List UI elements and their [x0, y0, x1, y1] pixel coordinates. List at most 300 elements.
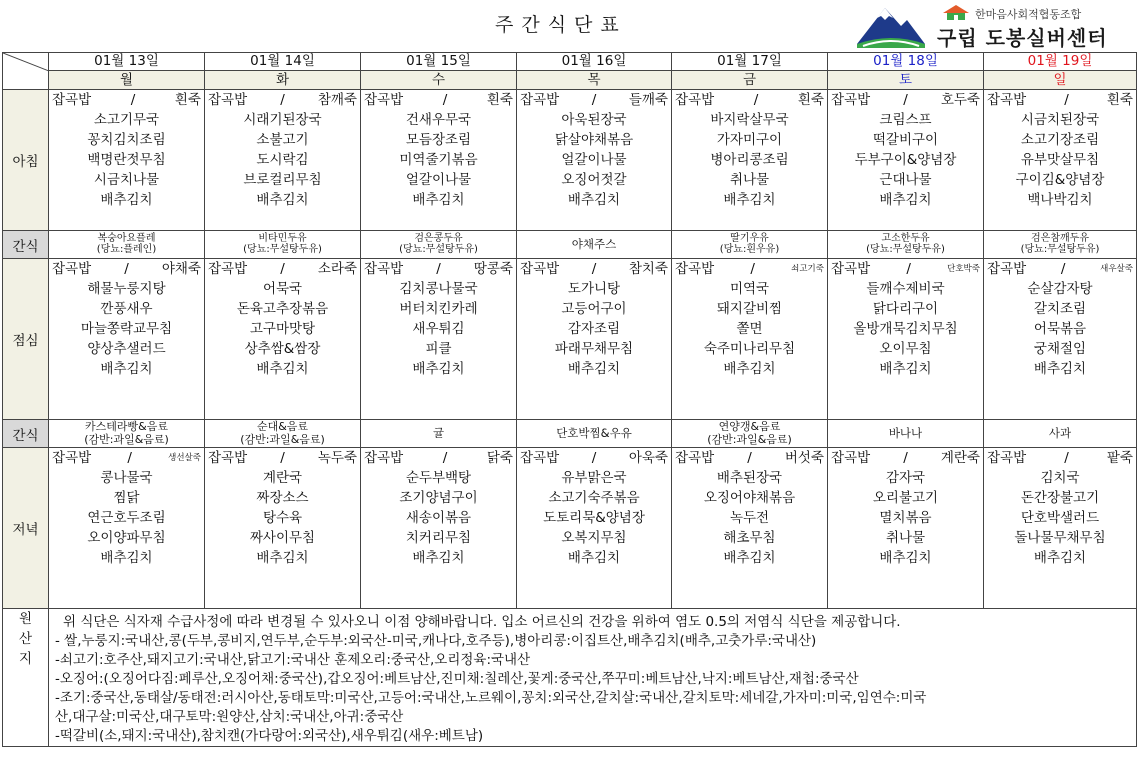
- rice-porridge-line: [361, 90, 516, 110]
- snack-diabetic-alt: (당뇨:무설탕두유): [399, 244, 478, 255]
- porridge-label: 호두죽: [940, 92, 980, 108]
- rice-label: 잡곡밥: [831, 92, 871, 108]
- dish-item: 배추김치: [412, 192, 465, 208]
- breakfast-day-cell: [828, 90, 984, 231]
- date-cell: 01월 15일: [361, 53, 517, 71]
- snack2-day-cell: [672, 420, 828, 448]
- date-row: [3, 53, 1137, 71]
- note-line: - 쌀,누룽지:국내산,콩(두부,콩비지,연두부,순두부:외국산-미국,캐나다,호주등),병아리콩:이집트산,배추김치(배추,고춧가루:국내산): [55, 633, 817, 649]
- dish-item: 짜사이무침: [249, 530, 316, 546]
- snack1-day-cell: [49, 231, 205, 259]
- porridge-label: 닭죽: [486, 450, 513, 466]
- dish-item: 순살감자탕: [1027, 281, 1093, 297]
- dish-item: 유부맑은국: [561, 470, 627, 486]
- snack1-day-cell: [361, 231, 517, 259]
- dish-item: 백명란젓무침: [87, 152, 166, 168]
- snack-text: [361, 420, 516, 446]
- dish-item: 들깨수제비국: [866, 281, 945, 297]
- origin-row: [3, 609, 1137, 747]
- slash-separator: /: [591, 261, 597, 277]
- rice-porridge-line: [205, 448, 360, 468]
- dish-item: 새우튀김: [412, 321, 465, 337]
- dish-item: 감자조림: [567, 321, 621, 337]
- dish-item: 깐풍새우: [100, 301, 153, 317]
- date-cell: 01월 19일: [984, 53, 1137, 71]
- snack2-day-cell: [361, 420, 517, 448]
- dish-item: 모듬장조림: [405, 132, 472, 148]
- dinner-day-cell: [828, 448, 984, 609]
- porridge-label: 계란죽: [940, 450, 980, 466]
- dish-item: 배추김치: [567, 192, 621, 208]
- breakfast-day-cell: [517, 90, 672, 231]
- dish-item: 오이양파무침: [87, 530, 166, 546]
- snack-diabetic-alt: (감반:과일&음료): [240, 433, 325, 446]
- dish-item: 찜닭: [113, 490, 140, 506]
- rice-porridge-line: [517, 448, 671, 468]
- corner-cell: [3, 53, 49, 90]
- weekday-cell: 금: [672, 71, 828, 90]
- dish-item: 오징어젓갈: [561, 172, 627, 188]
- dish-item: 계란국: [262, 470, 303, 486]
- porridge-label: 야채죽: [161, 261, 201, 277]
- dish-item: 단호박샐러드: [1020, 510, 1100, 526]
- dish-item: 배추김치: [1033, 550, 1087, 566]
- dish-item: 배추된장국: [716, 470, 783, 486]
- dish-item: 소고기장조림: [1020, 132, 1100, 148]
- snack-diabetic-alt: (당뇨:무설탕두유): [1020, 244, 1100, 255]
- origin-label: [3, 609, 49, 747]
- weekly-menu-table: [2, 52, 1137, 747]
- lunch-row: [3, 259, 1137, 420]
- dish-item: 배추김치: [412, 361, 465, 377]
- origin-label-char: 지: [18, 651, 33, 667]
- weekday-cell: 수: [361, 71, 517, 90]
- slash-separator: /: [753, 92, 759, 108]
- breakfast-day-cell: [672, 90, 828, 231]
- snack-name: 단호박찜&우유: [556, 426, 632, 440]
- dish-item: 콩나물국: [100, 470, 153, 486]
- rice-label: 잡곡밥: [364, 92, 404, 108]
- dish-item: 조기양념구이: [399, 490, 478, 506]
- snack-name: 고소한두유: [881, 233, 930, 244]
- porridge-label: 단호박죽: [947, 264, 980, 274]
- dish-item: 고등어구이: [561, 301, 627, 317]
- rice-porridge-line: [49, 448, 204, 468]
- dish-item: 소고기무국: [93, 112, 160, 128]
- dish-item: 브로컬리무침: [243, 172, 322, 188]
- snack-text: [205, 231, 360, 255]
- lunch-day-cell: [672, 259, 828, 420]
- rice-label: 잡곡밥: [987, 261, 1027, 277]
- dish-item: 소불고기: [256, 132, 309, 148]
- snack-text: [361, 231, 516, 255]
- rice-porridge-line: [828, 90, 983, 110]
- dish-item: 시금치나물: [93, 172, 160, 188]
- snack-text: [49, 231, 204, 255]
- slash-separator: /: [591, 92, 597, 108]
- porridge-label: 흰죽: [486, 92, 513, 108]
- snack-diabetic-alt: (감반:과일&음료): [707, 433, 792, 446]
- snack-diabetic-alt: (당뇨:흰우유): [719, 244, 780, 255]
- dinner-label: 저녁: [3, 448, 49, 609]
- note-line: -떡갈비(소,돼지:국내산),참치캔(가다랑어:외국산),새우튀김(새우:베트남): [55, 728, 484, 744]
- dish-item: 돈육고추장볶음: [236, 301, 329, 317]
- rice-label: 잡곡밥: [208, 450, 248, 466]
- rice-porridge-line: [361, 259, 516, 279]
- rice-label: 잡곡밥: [52, 92, 92, 108]
- dish-item: 배추김치: [723, 361, 776, 377]
- snack-name: 검은콩두유: [414, 233, 463, 244]
- dish-item: 닭살야채볶음: [554, 132, 634, 148]
- dish-item: 양상추샐러드: [87, 341, 166, 357]
- breakfast-label: 아침: [3, 90, 49, 231]
- dish-item: 배추김치: [1033, 361, 1087, 377]
- center-logo: [855, 2, 1135, 50]
- slash-separator: /: [1064, 450, 1069, 466]
- dinner-day-cell: [672, 448, 828, 609]
- snack-name: 카스테라빵&음료: [85, 420, 168, 433]
- mountain-logo-icon: [855, 2, 927, 48]
- dish-item: 병아리콩조림: [710, 152, 789, 168]
- slash-separator: /: [750, 261, 755, 277]
- slash-separator: /: [130, 92, 136, 108]
- dish-item: 닭다리구이: [872, 301, 939, 317]
- rice-porridge-line: [205, 259, 360, 279]
- porridge-label: 흰죽: [797, 92, 824, 108]
- date-cell: 01월 13일: [49, 53, 205, 71]
- porridge-label: 참치죽: [628, 261, 668, 277]
- rice-porridge-line: [828, 448, 983, 468]
- dish-item: 배추김치: [256, 361, 309, 377]
- dish-item: 건새우무국: [405, 112, 472, 128]
- slash-separator: /: [436, 261, 441, 277]
- dish-item: 배추김치: [567, 550, 621, 566]
- porridge-label: 소라죽: [317, 261, 357, 277]
- rice-porridge-line: [205, 90, 360, 110]
- snack1-label: 간식: [3, 231, 49, 259]
- snack2-day-cell: [984, 420, 1137, 448]
- lunch-day-cell: [205, 259, 361, 420]
- dish-item: 배추김치: [100, 550, 153, 566]
- snack1-day-cell: [205, 231, 361, 259]
- dish-item: 치커리무침: [405, 530, 472, 546]
- dinner-row: [3, 448, 1137, 609]
- rice-porridge-line: [361, 448, 516, 468]
- slash-separator: /: [906, 261, 911, 277]
- rice-label: 잡곡밥: [987, 450, 1027, 466]
- dish-item: 돈간장불고기: [1020, 490, 1100, 506]
- lunch-day-cell: [984, 259, 1137, 420]
- dinner-day-cell: [49, 448, 205, 609]
- dish-item: 버터치킨카레: [399, 301, 478, 317]
- dish-item: 멸치볶음: [879, 510, 932, 526]
- dish-item: 어묵볶음: [1033, 321, 1087, 337]
- snack2-row: [3, 420, 1137, 448]
- dish-item: 쫄면: [736, 321, 763, 337]
- snack-text: [517, 231, 671, 257]
- rice-label: 잡곡밥: [675, 92, 715, 108]
- date-cell: 01월 17일: [672, 53, 828, 71]
- dish-item: 올방개묵김치무침: [853, 321, 958, 337]
- dish-item: 미역국: [729, 281, 770, 297]
- snack-diabetic-alt: (감반:과일&음료): [84, 433, 169, 446]
- porridge-label: 아욱죽: [628, 450, 668, 466]
- rice-porridge-line: [672, 448, 827, 468]
- dish-item: 시래기된장국: [243, 112, 322, 128]
- rice-porridge-line: [517, 90, 671, 110]
- snack1-day-cell: [828, 231, 984, 259]
- org-name-small: 한마음사회적협동조합: [975, 8, 1082, 21]
- weekday-cell: 목: [517, 71, 672, 90]
- dish-item: 탕수육: [262, 510, 303, 526]
- dish-item: 얼갈이나물: [561, 152, 627, 168]
- origin-notes-cell: [49, 609, 1137, 747]
- dish-item: 크림스프: [879, 112, 932, 128]
- rice-label: 잡곡밥: [520, 261, 560, 277]
- slash-separator: /: [903, 92, 908, 108]
- origin-label-char: 원: [18, 611, 33, 627]
- snack2-day-cell: [49, 420, 205, 448]
- weekday-cell: 화: [205, 71, 361, 90]
- dish-item: 마늘쫑락교무침: [80, 321, 173, 337]
- slash-separator: /: [442, 450, 448, 466]
- dish-item: 백나박김치: [1027, 192, 1093, 208]
- snack2-day-cell: [517, 420, 672, 448]
- dish-item: 유부맛살무침: [1020, 152, 1100, 168]
- snack-text: [828, 420, 983, 446]
- dish-item: 배추김치: [567, 361, 621, 377]
- porridge-label: 흰죽: [174, 92, 201, 108]
- dish-item: 도시락김: [256, 152, 309, 168]
- weekday-cell: 일: [984, 71, 1137, 90]
- rice-label: 잡곡밥: [52, 450, 92, 466]
- dish-item: 피클: [425, 341, 452, 357]
- slash-separator: /: [591, 450, 597, 466]
- porridge-label: 흰죽: [1106, 92, 1133, 108]
- snack-name: 비타민두유: [258, 233, 307, 244]
- diagonal-divider: [3, 53, 49, 89]
- dish-item: 돌나물무채무침: [1014, 530, 1106, 546]
- note-line: 산,대구살:미국산,대구토막:원양산,삼치:국내산,아귀:중국산: [55, 709, 404, 725]
- dish-item: 취나물: [729, 172, 770, 188]
- rice-label: 잡곡밥: [831, 450, 871, 466]
- breakfast-row: [3, 90, 1137, 231]
- porridge-label: 쇠고기죽: [791, 264, 824, 274]
- dish-item: 미역줄기볶음: [399, 152, 478, 168]
- snack2-day-cell: [828, 420, 984, 448]
- porridge-label: 들깨죽: [628, 92, 668, 108]
- origin-label-char: 산: [18, 631, 33, 647]
- dish-item: 갈치조림: [1033, 301, 1087, 317]
- dish-item: 근대나물: [879, 172, 932, 188]
- dish-item: 궁채절임: [1033, 341, 1087, 357]
- lunch-day-cell: [361, 259, 517, 420]
- porridge-label: 녹두죽: [317, 450, 357, 466]
- dish-item: 배추김치: [256, 192, 309, 208]
- date-cell: 01월 16일: [517, 53, 672, 71]
- snack1-day-cell: [517, 231, 672, 259]
- snack-name: 사과: [1048, 426, 1072, 440]
- rice-label: 잡곡밥: [364, 261, 404, 277]
- dish-item: 배추김치: [879, 192, 932, 208]
- weekday-cell: 월: [49, 71, 205, 90]
- porridge-label: 생선살죽: [168, 453, 201, 463]
- rice-label: 잡곡밥: [675, 450, 715, 466]
- snack-text: [49, 420, 204, 446]
- dish-item: 배추김치: [412, 550, 465, 566]
- snack-name: 복숭아요플레: [97, 233, 156, 244]
- snack-diabetic-alt: (당뇨:무설탕두유): [243, 244, 322, 255]
- porridge-label: 버섯죽: [784, 450, 824, 466]
- slash-separator: /: [1064, 92, 1069, 108]
- lunch-label: 점심: [3, 259, 49, 420]
- dish-item: 김치국: [1040, 470, 1080, 486]
- dish-item: 배추김치: [879, 361, 932, 377]
- weekday-cell: 토: [828, 71, 984, 90]
- page-title: 주간식단표: [495, 14, 627, 36]
- snack2-day-cell: [205, 420, 361, 448]
- dish-item: 숙주미나리무침: [703, 341, 796, 357]
- date-cell: 01월 18일: [828, 53, 984, 71]
- rice-porridge-line: [984, 90, 1136, 110]
- breakfast-day-cell: [205, 90, 361, 231]
- slash-separator: /: [280, 92, 285, 108]
- breakfast-day-cell: [49, 90, 205, 231]
- dish-item: 순두부백탕: [405, 470, 472, 486]
- porridge-label: 팥죽: [1106, 450, 1133, 466]
- rice-porridge-line: [517, 259, 671, 279]
- rice-porridge-line: [49, 90, 204, 110]
- dish-item: 감자국: [885, 470, 926, 486]
- dish-item: 도토리묵&양념장: [543, 510, 645, 526]
- dish-item: 김치콩나물국: [399, 281, 478, 297]
- dish-item: 돼지갈비찜: [716, 301, 783, 317]
- dish-item: 오복지무침: [561, 530, 627, 546]
- rice-label: 잡곡밥: [208, 92, 248, 108]
- dish-item: 어묵국: [262, 281, 303, 297]
- origin-notes: [49, 609, 1136, 746]
- snack1-row: [3, 231, 1137, 259]
- dish-item: 구이김&양념장: [1015, 172, 1105, 188]
- snack-name: 야채주스: [571, 237, 617, 251]
- dish-item: 연근호두조림: [87, 510, 166, 526]
- snack-name: 귤: [432, 426, 445, 440]
- dish-item: 배추김치: [100, 192, 153, 208]
- snack-text: [828, 231, 983, 255]
- dish-item: 오징어야채볶음: [703, 490, 796, 506]
- rice-porridge-line: [828, 259, 983, 279]
- snack-name: 순대&음료: [256, 420, 309, 433]
- dish-item: 파래무채무침: [554, 341, 634, 357]
- weekday-row: [3, 71, 1137, 90]
- snack-name: 바나나: [888, 426, 923, 440]
- rice-label: 잡곡밥: [520, 450, 560, 466]
- rice-label: 잡곡밥: [520, 92, 560, 108]
- slash-separator: /: [747, 450, 752, 466]
- lunch-day-cell: [828, 259, 984, 420]
- note-line: -오징어:(오징어다짐:페루산,오징어채:중국산),갑오징어:베트남산,진미채:칠레산,꽃게:중국산,쭈꾸미:베트남산,낙지:베트남산,재첩:중국산: [55, 671, 859, 687]
- snack-diabetic-alt: (당뇨:무설탕두유): [866, 244, 945, 255]
- slash-separator: /: [127, 450, 132, 466]
- dish-item: 꽁치김치조림: [87, 132, 166, 148]
- snack-diabetic-alt: (당뇨:플레인): [96, 244, 157, 255]
- slash-separator: /: [442, 92, 448, 108]
- dish-item: 바지락살무국: [710, 112, 789, 128]
- snack-name: 연양갱&음료: [718, 420, 781, 433]
- dish-item: 떡갈비구이: [872, 132, 939, 148]
- date-cell: 01월 14일: [205, 53, 361, 71]
- page-header: [0, 0, 1139, 52]
- snack-text: [672, 231, 827, 255]
- rice-label: 잡곡밥: [52, 261, 92, 277]
- rice-label: 잡곡밥: [675, 261, 715, 277]
- org-name: 구립 도봉실버센터: [937, 26, 1108, 50]
- dish-item: 해물누룽지탕: [87, 281, 166, 297]
- rice-porridge-line: [672, 259, 827, 279]
- porridge-label: 땅콩죽: [473, 261, 513, 277]
- snack1-day-cell: [672, 231, 828, 259]
- dish-item: 고구마맛탕: [249, 321, 316, 337]
- dish-item: 오이무침: [879, 341, 932, 357]
- dish-item: 오리불고기: [872, 490, 939, 506]
- rice-label: 잡곡밥: [987, 92, 1027, 108]
- dish-item: 배추김치: [723, 192, 776, 208]
- dish-item: 상추쌈&쌈장: [244, 341, 321, 357]
- rice-label: 잡곡밥: [831, 261, 871, 277]
- dinner-day-cell: [984, 448, 1137, 609]
- snack-name: 검은참깨두유: [1031, 233, 1089, 244]
- dish-item: 취나물: [885, 530, 926, 546]
- rice-porridge-line: [672, 90, 827, 110]
- note-line: 위 식단은 식자재 수급사정에 따라 변경될 수 있사오니 이점 양해바랍니다. 입소 어르신의 건강을 위하여 염도 0.5의 저염식 식단을 제공합니다.: [63, 614, 901, 630]
- dish-item: 도가니탕: [567, 281, 621, 297]
- rice-label: 잡곡밥: [208, 261, 248, 277]
- porridge-label: 참깨죽: [317, 92, 357, 108]
- snack-text: [672, 420, 827, 446]
- dinner-day-cell: [205, 448, 361, 609]
- dinner-day-cell: [361, 448, 517, 609]
- porridge-label: 새우살죽: [1100, 264, 1133, 274]
- rice-porridge-line: [49, 259, 204, 279]
- dish-item: 소고기숙주볶음: [548, 490, 640, 506]
- dish-item: 배추김치: [100, 361, 153, 377]
- slash-separator: /: [280, 450, 285, 466]
- rice-porridge-line: [984, 259, 1136, 279]
- snack-text: [205, 420, 360, 446]
- dish-item: 배추김치: [256, 550, 309, 566]
- dish-item: 짜장소스: [256, 490, 309, 506]
- dish-item: 두부구이&양념장: [854, 152, 957, 168]
- snack-text: [984, 420, 1136, 446]
- dish-item: 얼갈이나물: [405, 172, 472, 188]
- slash-separator: /: [903, 450, 908, 466]
- rice-label: 잡곡밥: [364, 450, 404, 466]
- dish-item: 녹두전: [729, 510, 770, 526]
- dish-item: 아욱된장국: [561, 112, 627, 128]
- snack-name: 딸기우유: [730, 233, 769, 244]
- dish-item: 배추김치: [723, 550, 776, 566]
- dinner-day-cell: [517, 448, 672, 609]
- snack1-day-cell: [984, 231, 1137, 259]
- house-icon: [941, 3, 971, 21]
- snack2-label: 간식: [3, 420, 49, 448]
- dish-item: 해초무침: [723, 530, 776, 546]
- note-line: -쇠고기:호주산,돼지고기:국내산,닭고기:국내산 훈제오리:중국산,오리정육:국내산: [55, 652, 531, 668]
- snack-text: [517, 420, 671, 446]
- breakfast-day-cell: [984, 90, 1137, 231]
- slash-separator: /: [124, 261, 129, 277]
- lunch-day-cell: [49, 259, 205, 420]
